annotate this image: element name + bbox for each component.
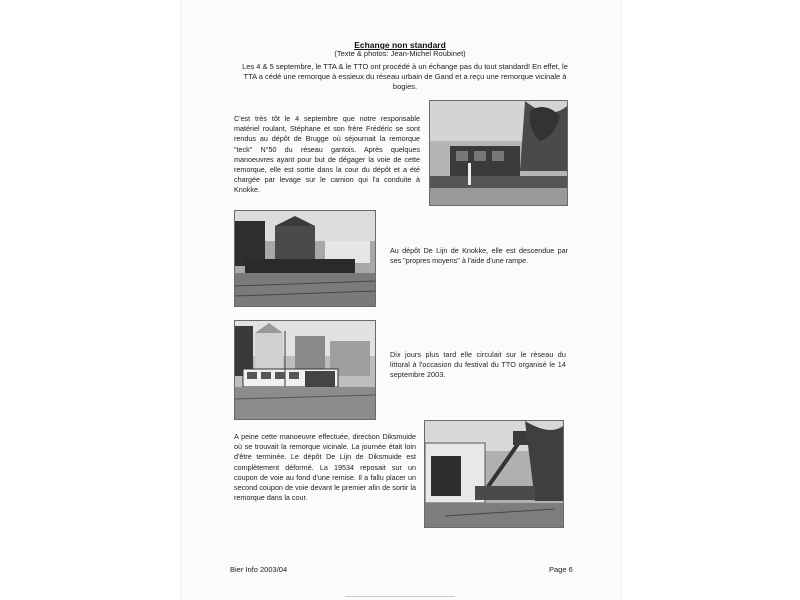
scan-artifact-divider (345, 596, 455, 597)
article-intro: Les 4 & 5 septembre, le TTA & le TTO ont procédé à un échange pas du tout standard! En effet, le TTA a cédé une remorque à essieux du réseau urbain de Gand et a reçu une remorque vicinale à bogies. (242, 62, 568, 91)
paragraph-brugge-depot: C'est très tôt le 4 septembre que notre responsable matériel roulant, Stéphane et son frère Frédéric se sont rendus au dépôt de Brugge où séjournait la remorque "teck" N°50 du réseau gantois. Après quelques manoeuvres ayant pour but de dégager la voie de cette remorque, elle est sortie dans la cour du dépôt et a été chargée par levage sur le camion qui l'a conduite à Knokke. (234, 114, 420, 195)
photo-diksmuide-crane (424, 420, 564, 528)
footer-page-number: Page 6 (549, 565, 573, 574)
paragraph-knokke-depot: Au dépôt De Lijn de Knokke, elle est descendue par ses "propres moyens" à l'aide d'une rampe. (390, 246, 568, 266)
photo-knokke-depot (234, 210, 376, 307)
paragraph-festival: Dix jours plus tard elle circulait sur le réseau du littoral à l'occasion du festival du TTO organisé le 14 septembre 2003. (390, 350, 566, 380)
paragraph-diksmuide: A peine cette manoeuvre effectuée, direction Diksmuide où se trouvait la remorque vicinale. La journée était loin d'être terminée. Le dépôt De Lijn de Diksmuide est complètement déformé. La 19534 reposait sur un coupon de voie au fond d'une remise. Il a fallu placer un second coupon de voie devant le premier afin de sortir la remorque dans la cour. (234, 432, 416, 503)
photo-truck-loading (429, 100, 568, 206)
article-title: Echange non standard (354, 40, 446, 50)
article-credit: (Texte & photos: Jean-Michel Roubinet) (334, 49, 466, 58)
photo-festival-tram (234, 320, 376, 420)
footer-publication: Bier Info 2003/04 (230, 565, 288, 574)
